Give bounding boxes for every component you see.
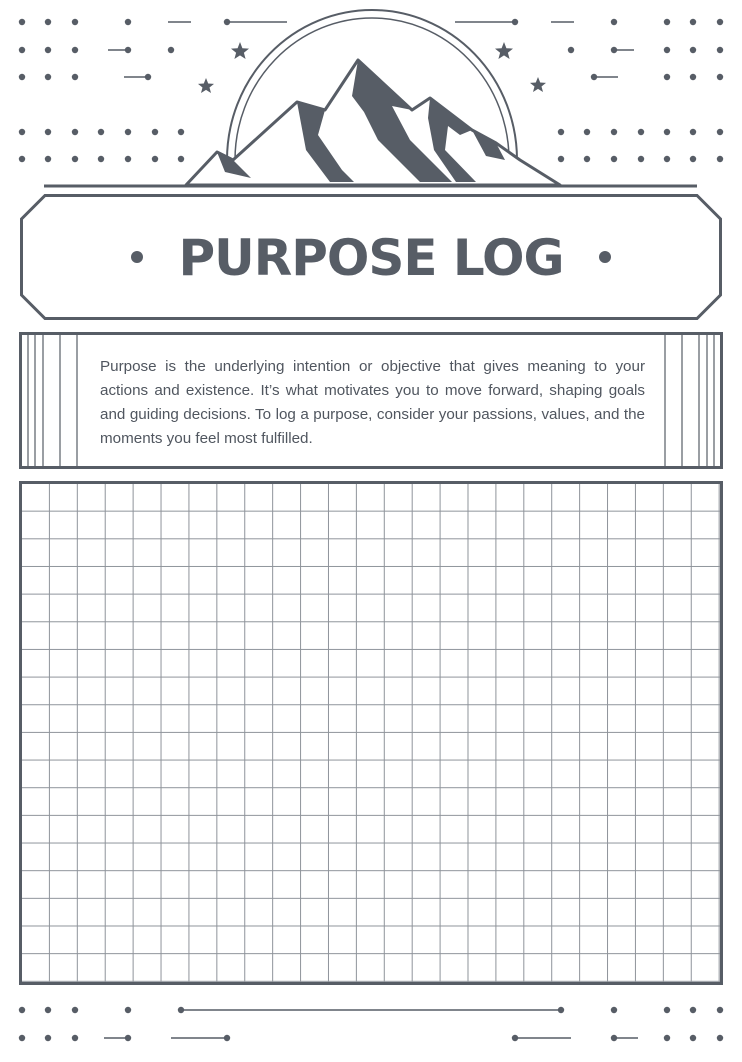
page-title: PURPOSE LOG (178, 229, 564, 287)
log-grid[interactable] (19, 481, 723, 985)
description-text: Purpose is the underlying intention or objective that gives meaning to your actions and existence. It’s what motivates you to move forward, shaping goals and guiding decisions. To log a purpose, consider your passions, values, and the moments you feel most fulfilled. (100, 358, 645, 447)
